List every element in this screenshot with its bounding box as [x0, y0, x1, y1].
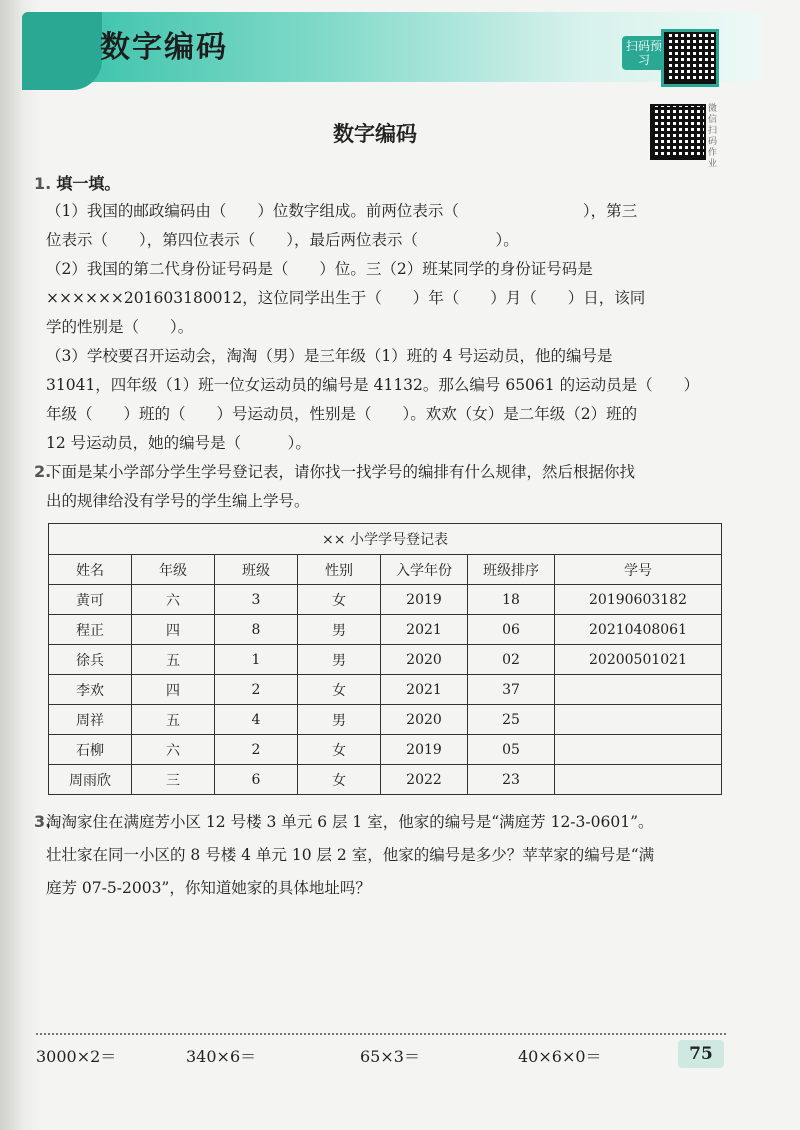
- cell-gender: 男: [298, 645, 381, 675]
- column-header: 班级: [215, 555, 298, 585]
- cell-gender: 男: [298, 705, 381, 735]
- q1-line: （3）学校要召开运动会，淘淘（男）是三年级（1）班的 4 号运动员，他的编号是: [46, 347, 613, 365]
- cell-class: 1: [215, 645, 298, 675]
- student-id-answer-cell[interactable]: [555, 765, 722, 795]
- q3-line: 庭芳 07-5-2003”，你知道她家的具体地址吗？: [46, 879, 371, 897]
- column-header: 年级: [132, 555, 215, 585]
- table-row: [49, 615, 722, 645]
- cell-grade: 五: [132, 645, 215, 675]
- q1-line: 位表示（ ），第四位表示（ ），最后两位表示（ ）。: [46, 231, 519, 249]
- student-id-answer-cell[interactable]: [555, 735, 722, 765]
- student-registration-table: [48, 523, 722, 795]
- table-row: [49, 645, 722, 675]
- question-number: 2.: [34, 462, 52, 481]
- table-row: [49, 675, 722, 705]
- question-1-heading: [34, 172, 120, 196]
- student-id-answer-cell[interactable]: [555, 705, 722, 735]
- cell-name: 黄可: [49, 585, 132, 615]
- q3-line: 淘淘家住在满庭芳小区 12 号楼 3 单元 6 层 1 室，他家的编号是“满庭芳 12-3-0601”。: [46, 813, 654, 831]
- qr-code-icon[interactable]: [664, 32, 716, 84]
- cell-year: 2021: [381, 615, 468, 645]
- scan-badge[interactable]: 扫码预习: [622, 36, 666, 70]
- cell-order: 37: [468, 675, 555, 705]
- student-id-answer-cell[interactable]: [555, 675, 722, 705]
- cell-order: 05: [468, 735, 555, 765]
- cell-class: 2: [215, 735, 298, 765]
- cell-year: 2019: [381, 585, 468, 615]
- table-row: [49, 705, 722, 735]
- cell-order: 23: [468, 765, 555, 795]
- cell-order: 06: [468, 615, 555, 645]
- qr-caption: 微信扫码作业: [708, 104, 718, 169]
- column-header: 学号: [555, 555, 722, 585]
- cell-name: 石柳: [49, 735, 132, 765]
- cell-grade: 三: [132, 765, 215, 795]
- cell-gender: 女: [298, 765, 381, 795]
- cell-grade: 六: [132, 585, 215, 615]
- cell-order: 25: [468, 705, 555, 735]
- q2-line: 下面是某小学部分学生学号登记表，请你找一找学号的编排有什么规律，然后根据你找: [46, 463, 636, 481]
- oral-calc-item: 3000×2＝: [36, 1047, 117, 1066]
- page-title: 数字编码: [333, 122, 417, 146]
- question-number: 3.: [34, 812, 52, 831]
- q1-line: 学的性别是（ ）。: [46, 318, 194, 336]
- cell-order: 18: [468, 585, 555, 615]
- column-header: 姓名: [49, 555, 132, 585]
- oral-calc-item: 340×6＝: [186, 1047, 257, 1066]
- cell-gender: 女: [298, 675, 381, 705]
- cell-name: 周祥: [49, 705, 132, 735]
- cell-grade: 六: [132, 735, 215, 765]
- cell-class: 8: [215, 615, 298, 645]
- oral-calc-item: 40×6×0＝: [518, 1047, 602, 1066]
- cell-gender: 女: [298, 585, 381, 615]
- cell-student-id: 20200501021: [555, 645, 722, 675]
- oral-calc-item: 65×3＝: [360, 1047, 420, 1066]
- banner-title: 数字编码: [100, 30, 228, 65]
- cell-gender: 女: [298, 735, 381, 765]
- table-row: [49, 735, 722, 765]
- cell-class: 3: [215, 585, 298, 615]
- q1-line: 31041，四年级（1）班一位女运动员的编号是 41132。那么编号 65061 的运动员是（ ）: [46, 376, 700, 394]
- column-header: 性别: [298, 555, 381, 585]
- cell-student-id: 20190603182: [555, 585, 722, 615]
- table-row: [49, 585, 722, 615]
- cell-class: 6: [215, 765, 298, 795]
- q2-line: 出的规律给没有学号的学生编上学号。: [46, 492, 310, 510]
- q3-line: 壮壮家在同一小区的 8 号楼 4 单元 10 层 2 室，他家的编号是多少？苹苹家的编号是“满: [46, 846, 655, 864]
- footer-divider: [36, 1033, 726, 1035]
- q1-line: 年级（ ）班的（ ）号运动员，性别是（ ）。欢欢（女）是二年级（2）班的: [46, 405, 638, 423]
- table-caption: ×× 小学学号登记表: [49, 524, 722, 555]
- column-header: 班级排序: [468, 555, 555, 585]
- question-title: 填一填。: [56, 174, 121, 193]
- page-number: 75: [678, 1040, 724, 1068]
- column-header: 入学年份: [381, 555, 468, 585]
- cell-year: 2022: [381, 765, 468, 795]
- cell-order: 02: [468, 645, 555, 675]
- binding-shadow: [0, 0, 40, 1130]
- cell-gender: 男: [298, 615, 381, 645]
- cell-name: 徐兵: [49, 645, 132, 675]
- cell-class: 2: [215, 675, 298, 705]
- table-header-row: [49, 555, 722, 585]
- q1-line: （1）我国的邮政编码由（ ）位数字组成。前两位表示（ ），第三: [46, 202, 638, 220]
- cell-class: 4: [215, 705, 298, 735]
- cell-name: 程正: [49, 615, 132, 645]
- q1-line: ××××××201603180012，这位同学出生于（ ）年（ ）月（ ）日，该同: [46, 289, 646, 307]
- cell-year: 2020: [381, 705, 468, 735]
- question-number: 1.: [34, 174, 52, 193]
- cell-grade: 四: [132, 615, 215, 645]
- q1-line: （2）我国的第二代身份证号码是（ ）位。三（2）班某同学的身份证号码是: [46, 260, 593, 278]
- q1-line: 12 号运动员，她的编号是（ ）。: [46, 434, 311, 452]
- cell-grade: 五: [132, 705, 215, 735]
- cell-year: 2020: [381, 645, 468, 675]
- cell-grade: 四: [132, 675, 215, 705]
- banner-tab: [22, 12, 102, 90]
- cell-student-id: 20210408061: [555, 615, 722, 645]
- cell-name: 李欢: [49, 675, 132, 705]
- cell-name: 周雨欣: [49, 765, 132, 795]
- cell-year: 2019: [381, 735, 468, 765]
- table-row: [49, 765, 722, 795]
- cell-year: 2021: [381, 675, 468, 705]
